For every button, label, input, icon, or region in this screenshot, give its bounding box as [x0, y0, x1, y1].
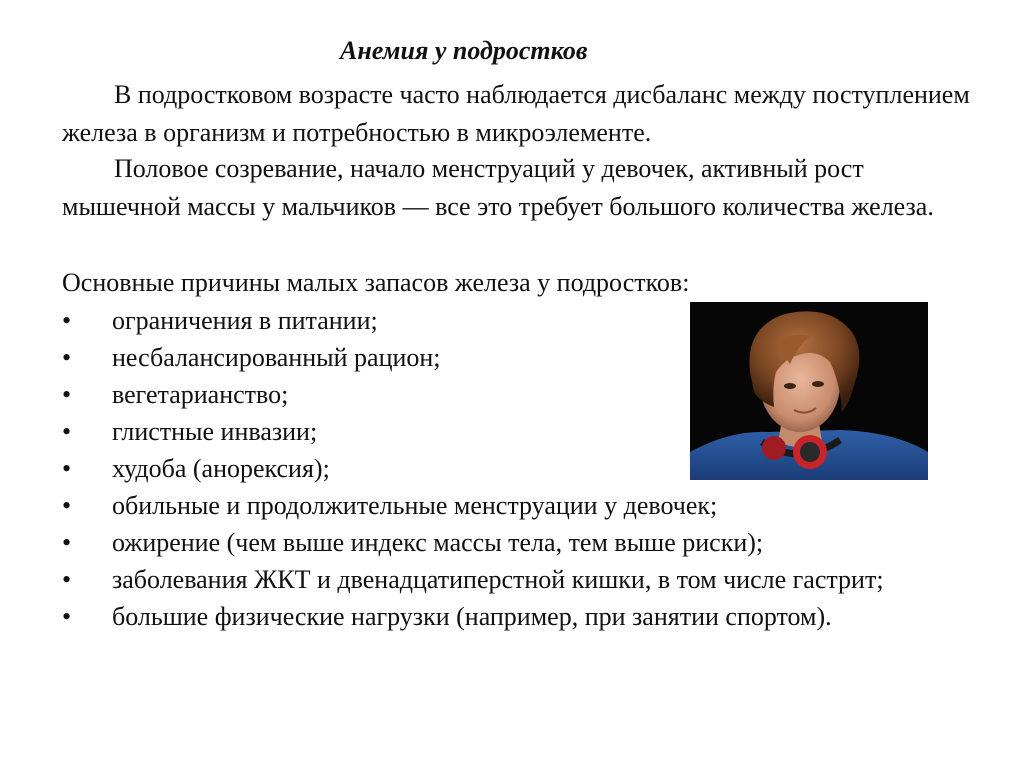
list-item-text: большие физические нагрузки (например, при занятии спортом). — [112, 602, 832, 631]
bullet-icon: • — [62, 528, 72, 557]
list-item-text: худоба (анорексия); — [112, 454, 330, 483]
list-intro: Основные причины малых запасов железа у подростков: — [62, 268, 690, 297]
portrait-illustration — [690, 302, 928, 480]
list-item-text: заболевания ЖКТ и двенадцатиперстной кишки, в том числе гастрит; — [112, 565, 884, 594]
list-item-text: обильные и продолжительные менструации у девочек; — [112, 491, 718, 520]
bullet-icon: • — [62, 343, 72, 372]
bullet-icon: • — [62, 417, 72, 446]
list-item — [62, 487, 992, 524]
bullet-icon: • — [62, 454, 72, 483]
list-item — [62, 598, 992, 635]
paragraph-puberty: Половое созревание, начало менструаций у девочек, активный рост мышечной массы у мальчиков — все это требует большого количества железа. — [62, 154, 934, 221]
slide-title: Анемия у подростков — [340, 36, 588, 65]
teen-portrait-photo — [690, 302, 928, 480]
bullet-icon: • — [62, 491, 72, 520]
paragraph-imbalance: В подростковом возрасте часто наблюдается дисбаланс между поступлением железа в организм и потребностью в микроэлементе. — [62, 80, 970, 147]
list-item — [62, 561, 992, 598]
list-item-text: несбалансированный рацион; — [112, 343, 441, 372]
list-item-text: глистные инвазии; — [112, 417, 318, 446]
list-item — [62, 524, 992, 561]
bullet-icon: • — [62, 306, 72, 335]
list-item-text: ограничения в питании; — [112, 306, 378, 335]
list-item-text: ожирение (чем выше индекс массы тела, тем выше риски); — [112, 528, 764, 557]
list-item-text: вегетарианство; — [112, 380, 289, 409]
bullet-icon: • — [62, 565, 72, 594]
bullet-icon: • — [62, 380, 72, 409]
bullet-icon: • — [62, 602, 72, 631]
